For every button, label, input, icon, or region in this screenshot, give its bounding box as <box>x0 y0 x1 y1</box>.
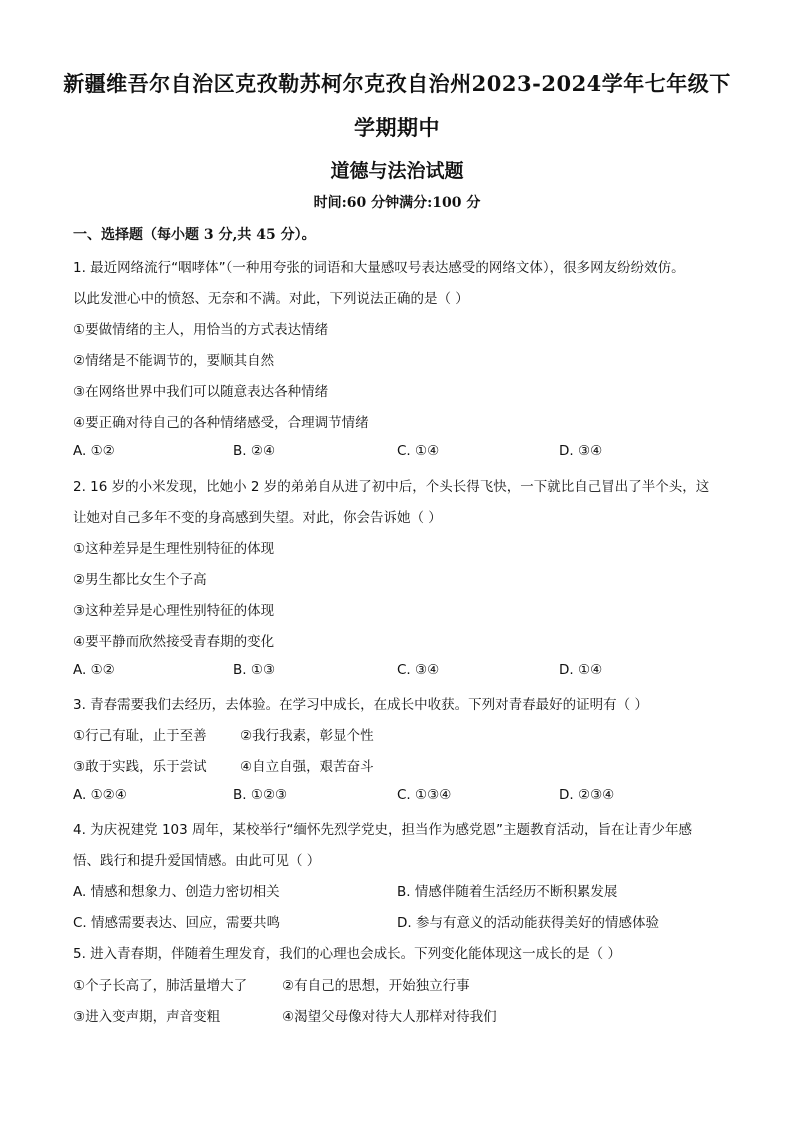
q5-item-4: ④渴望父母像对待大人那样对待我们 <box>282 1009 497 1025</box>
q1-option-a: A. ①② <box>73 443 115 459</box>
q3-option-a: A. ①②④ <box>73 787 127 803</box>
q3-item-2: ②我行我素，彰显个性 <box>240 728 374 744</box>
q5-stem-line1: 5. 进入青春期，伴随着生理发育，我们的心理也会成长。下列变化能体现这一成长的是（ ） <box>73 946 621 962</box>
q2-option-b: B. ①③ <box>233 662 276 678</box>
q1-item-4: ④要正确对待自己的各种情绪感受，合理调节情绪 <box>73 415 369 431</box>
q1-option-c: C. ①④ <box>397 443 440 459</box>
q3-item-1: ①行己有耻，止于至善 <box>73 728 207 744</box>
exam-title-line2: 学期期中 <box>354 115 440 140</box>
exam-title-line1: 新疆维吾尔自治区克孜勒苏柯尔克孜自治州2023-2024学年七年级下 <box>63 71 731 96</box>
q2-option-d: D. ①④ <box>559 662 603 678</box>
q4-option-a: A. 情感和想象力、创造力密切相关 <box>73 884 280 900</box>
time-info: 时间:60 分钟满分:100 分 <box>313 195 481 211</box>
q3-option-b: B. ①②③ <box>233 787 288 803</box>
q1-item-2: ②情绪是不能调节的，要顺其自然 <box>73 353 275 369</box>
q5-item-2: ②有自己的思想，开始独立行事 <box>282 978 470 994</box>
q1-item-3: ③在网络世界中我们可以随意表达各种情绪 <box>73 384 329 400</box>
q3-option-d: D. ②③④ <box>559 787 615 803</box>
q4-option-d: D. 参与有意义的活动能获得美好的情感体验 <box>397 915 659 931</box>
q2-option-a: A. ①② <box>73 662 115 678</box>
q3-option-c: C. ①③④ <box>397 787 452 803</box>
q1-option-b: B. ②④ <box>233 443 276 459</box>
q4-option-c: C. 情感需要表达、回应，需要共鸣 <box>73 915 281 931</box>
q1-stem-line1: 1. 最近网络流行“咽哮体”（一种用夸张的词语和大量感叹号表达感受的网络文体），很多网友纷纷效仿。 <box>73 260 685 276</box>
q3-stem-line1: 3. 青春需要我们去经历，去体验。在学习中成长，在成长中收获。下列对青春最好的证明有（ ） <box>73 697 648 713</box>
q2-stem-line1: 2. 16 岁的小米发现，比她小 2 岁的弟弟自从进了初中后，个头长得飞快，一下就比自己冒出了半个头，这 <box>73 479 710 495</box>
q2-item-4: ④要平静而欣然接受青春期的变化 <box>73 634 275 650</box>
q2-item-1: ①这种差异是生理性别特征的体现 <box>73 541 275 557</box>
q4-stem-line1: 4. 为庆祝建党 103 周年，某校举行“缅怀先烈学党史，担当作为感党恩”主题教育活动，旨在让青少年感 <box>73 822 693 838</box>
q3-item-4: ④自立自强，艰苦奋斗 <box>240 759 374 775</box>
q1-item-1: ①要做情绪的主人，用恰当的方式表达情绪 <box>73 322 329 338</box>
q1-option-d: D. ③④ <box>559 443 603 459</box>
q2-option-c: C. ③④ <box>397 662 440 678</box>
q2-item-2: ②男生都比女生个子高 <box>73 572 207 588</box>
q4-stem-line2: 悟、践行和提升爱国情感。由此可见（ ） <box>73 853 321 869</box>
q2-item-3: ③这种差异是心理性别特征的体现 <box>73 603 275 619</box>
q4-option-b: B. 情感伴随着生活经历不断积累发展 <box>397 884 618 900</box>
subject-title: 道德与法治试题 <box>330 160 464 182</box>
q5-item-1: ①个子长高了，肺活量增大了 <box>73 978 248 994</box>
q2-stem-line2: 让她对自己多年不变的身高感到失望。对此，你会告诉她（ ） <box>73 510 442 526</box>
q1-stem-line2: 以此发泄心中的愤怒、无奈和不满。对此，下列说法正确的是（ ） <box>73 291 469 307</box>
q3-item-3: ③敢于实践，乐于尝试 <box>73 759 207 775</box>
section-heading: 一、选择题（每小题 3 分,共 45 分）。 <box>73 227 316 243</box>
q5-item-3: ③进入变声期，声音变粗 <box>73 1009 221 1025</box>
